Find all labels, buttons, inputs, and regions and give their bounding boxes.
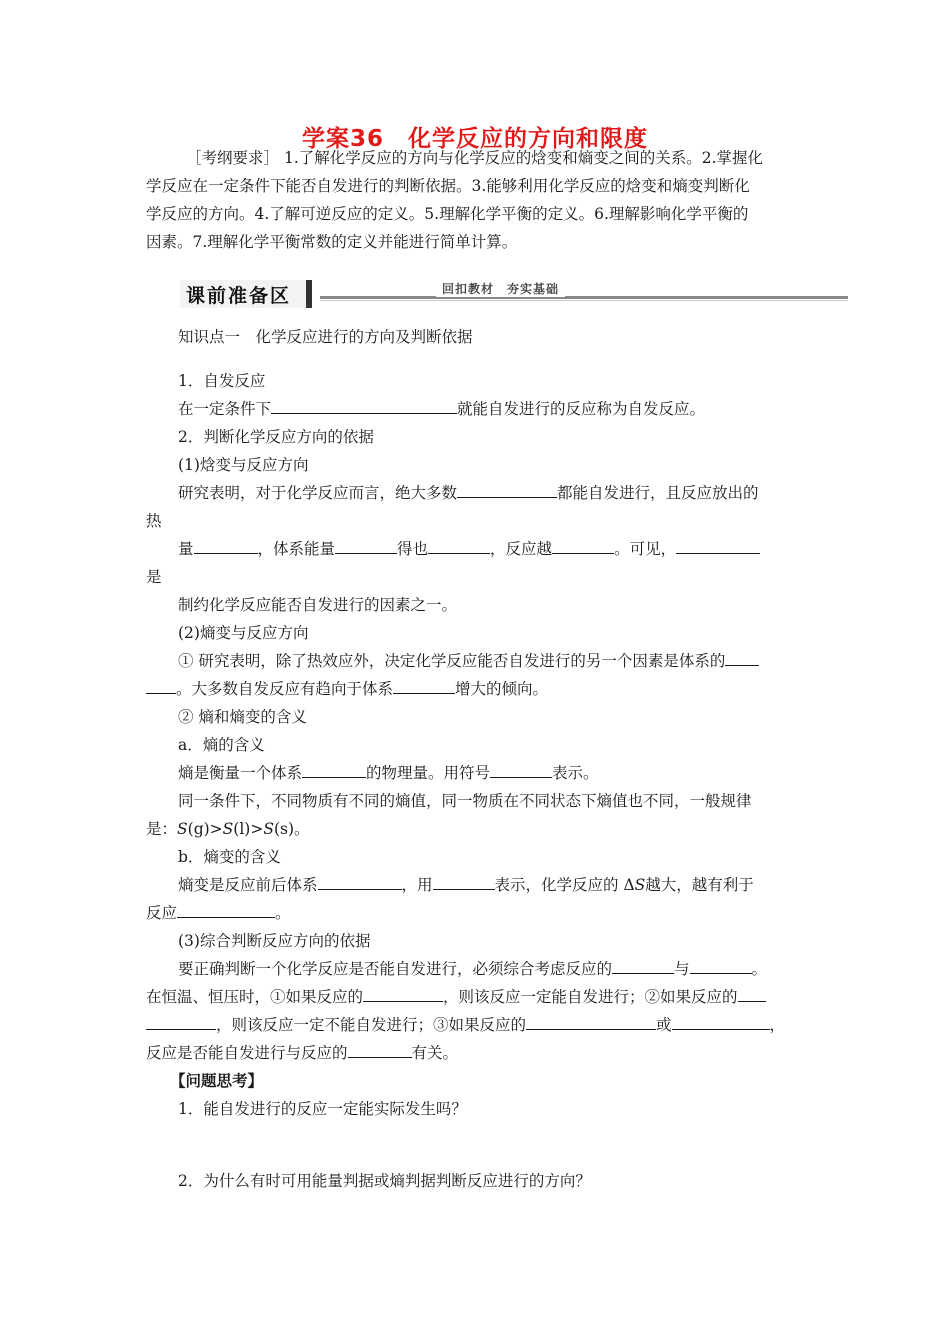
s2-3-text: 反应是否能自发进行与反应的 有关。: [146, 1044, 459, 1062]
entropy-change-definition: 熵变是反应前后体系 ，用 表示，化学反应的 ΔS越大，越有利于: [178, 876, 754, 894]
fill-blank[interactable]: [725, 651, 759, 666]
s2-2-heading: (2)熵变与反应方向: [178, 624, 309, 642]
fill-blank[interactable]: [433, 875, 495, 890]
requirements-label: ［考纲要求］: [186, 149, 280, 167]
fill-blank[interactable]: [428, 539, 490, 554]
fill-blank[interactable]: [676, 539, 760, 554]
fill-blank[interactable]: [177, 903, 275, 918]
s2-3-text: ，则该反应一定不能自发进行；③如果反应的 或 ，: [146, 1014, 785, 1036]
questions-heading: 【问题思考】: [170, 1071, 264, 1090]
fill-blank[interactable]: [457, 483, 557, 498]
fill-blank[interactable]: [335, 539, 397, 554]
banner-subtitle: 回扣教材 夯实基础: [436, 280, 565, 297]
page-title: 学案36 化学反应的方向和限度: [301, 126, 648, 152]
entropy-rule: 是：S(g)>S(l)>S(s)。: [146, 820, 310, 838]
s2-2-text: 。大多数自发反应有趋向于体系 增大的倾向。: [146, 678, 548, 700]
s2-1-text: 量 ，体系能量 得也 ，反应越 。可见，: [178, 538, 760, 560]
s1-heading: 1．自发反应: [178, 372, 266, 390]
fill-blank[interactable]: [552, 539, 614, 554]
fill-blank[interactable]: [348, 1043, 412, 1058]
s2-1-text: 研究表明，对于化学反应而言，绝大多数 都能自发进行，且反应放出的: [178, 484, 759, 502]
fill-blank[interactable]: [490, 763, 552, 778]
fill-blank[interactable]: [393, 679, 455, 694]
fill-blank[interactable]: [690, 959, 752, 974]
fill-blank[interactable]: [738, 987, 766, 1002]
fill-blank[interactable]: [612, 959, 674, 974]
exam-requirements: ［考纲要求］ 1.了解化学反应的方向与化学反应的焓变和熵变之间的关系。2.掌握化 学反应在一定条件下能否自发进行的判断依据。3.能够利用化学反应的焓变和熵变判断化 学反应的方向。4.了解可逆反应的定义。5.理解化学平衡的定义。6.理解影响化学平衡的 因素。7.理解化学平衡常数的定义并能进行简单计算。: [146, 149, 764, 251]
fill-blank[interactable]: [672, 1015, 770, 1030]
s2-3-heading: (3)综合判断反应方向的依据: [178, 932, 371, 950]
s2-1-heading: (1)焓变与反应方向: [178, 456, 309, 474]
fill-blank[interactable]: [363, 987, 443, 1002]
fill-blank[interactable]: [271, 399, 457, 414]
banner-label: 课前准备区: [186, 285, 292, 307]
s2-2-text: ① 研究表明，除了热效应外，决定化学反应能否自发进行的另一个因素是体系的: [178, 650, 759, 672]
fill-blank[interactable]: [146, 679, 176, 694]
question-2: 2．为什么有时可用能量判据或熵判据判断反应进行的方向？: [178, 1172, 591, 1190]
fill-blank[interactable]: [318, 875, 402, 890]
entropy-definition: 熵是衡量一个体系 的物理量。用符号 表示。: [178, 764, 599, 782]
fill-blank[interactable]: [194, 539, 258, 554]
fill-blank[interactable]: [526, 1015, 656, 1030]
s1-text: 在一定条件下 就能自发进行的反应称为自发反应。: [178, 400, 706, 418]
s2-3-text: 要正确判断一个化学反应是否能自发进行，必须综合考虑反应的 与 。: [178, 960, 768, 978]
section-banner: [180, 280, 848, 310]
question-1: 1．能自发进行的反应一定能实际发生吗？: [178, 1100, 467, 1118]
s2-3-text: 在恒温、恒压时，①如果反应的 ，则该反应一定能自发进行；②如果反应的: [146, 986, 766, 1008]
knowledge-point-heading: 知识点一 化学反应进行的方向及判断依据: [178, 328, 473, 346]
fill-blank[interactable]: [146, 1015, 216, 1030]
fill-blank[interactable]: [302, 763, 366, 778]
s2-heading: 2．判断化学反应方向的依据: [178, 428, 374, 446]
